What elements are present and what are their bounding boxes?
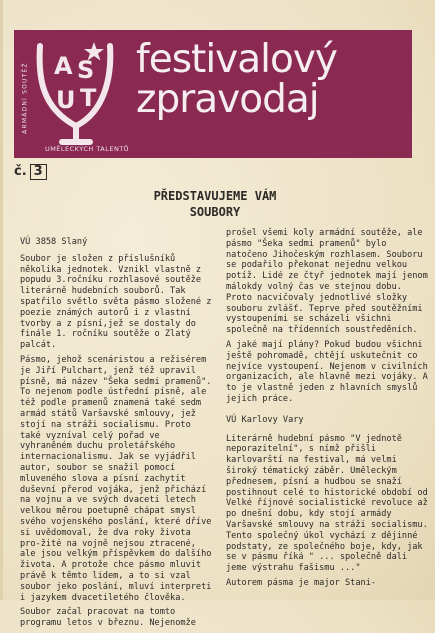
logo-letter-a: A <box>54 52 73 80</box>
paragraph: Autorem pásma je major Stani- <box>226 577 377 588</box>
issue-number <box>14 164 47 180</box>
section-heading: VÚ 3858 Slaný <box>20 237 88 247</box>
headline <box>100 188 330 220</box>
masthead-side-text: ARMÁDNÍ SOUTĚŽ <box>21 62 29 134</box>
issue-label: č. <box>14 164 27 179</box>
left-column <box>20 237 216 633</box>
logo-letter-s: S <box>77 56 95 84</box>
asut-logo <box>32 38 130 150</box>
paragraph: prošel všemi koly armádní soutěže, ale pásmo "Šeka sedmi pramenů" bylo natočeno Jihočeským rozhlasem. Souboru se podařilo překonat nejednu velkou potíž. Lidé ze čtyř jednotek mají jenom málokdy volný čas ve stejnou dobu. Proto nacvičovaly jednotlivé složky souboru zvlášť. Teprve před soutěžními vystoupeními se scházeli všichni společně na třídenních soustředěních. <box>226 228 428 336</box>
logo-letter-t: T <box>80 84 97 112</box>
title-line-1: festivalový <box>136 37 338 82</box>
issue-number-box: 3 <box>30 164 47 180</box>
logo-letter-u: U <box>56 86 76 114</box>
section-heading: VÚ Karlovy Vary <box>226 414 304 425</box>
paragraph: Literárně hudební pásmo "V jednotě neporazitelní", s nímž přišli karlovarští na festival, má velmi široký tématický záběr. Uměleckým přednesem, písní a hudbou se snaží postihnout celé to historické období od Velké říjnové socialistické revoluce až po dnešní dobu, kdy stojí armády Varšavské smlouvy na stráži socialismu. Tento společný úkol vychází z dějinné podstaty, ze společného boje, kdy, jak se v pásmu říká " ... společně dali jeme výstrahu fašismu ..." <box>226 433 428 574</box>
paragraph: Pásmo, jehož scenáristou a režisérem je Jiří Pulchart, jenž též upravil písně, má název "Šeka sedmi pramenů". To nejenom podle ústřední písně, ale též podle pramenů znamená také sedm armád států Varšavské smlouvy, jež stojí na stráži socialismu. Proto také vyzníval celý pořad ve vyhraněném duchu proletářského internacionalismu. Jak se vyjádřil autor, soubor se snažil pomocí mluveného slova a písní zachytit duševní přerod vojáka, jenž přichází na vojnu a ve svých dvaceti letech velkou měrou poetupně chápat smysl svého vojenského poslání, které dříve si uvědomoval, že dva roky života pro-žité na vojně nejsou ztracené, ale jsou velkým příspěvkem do dalšího života. A protože chce pásmo mluvit právě k těmto lidem, a to si vzal soubor jeko poslání, mluví interpreti i jazykem dvacetiletého člověka. <box>20 354 212 603</box>
headline-line-2: SOUBORY <box>189 205 241 219</box>
paragraph: Soubor začal pracovat na tomto programu letos v březnu. Nejenomže <box>20 607 196 629</box>
right-column <box>226 228 428 593</box>
paragraph: Soubor je složen z příslušníků několika jednotek. Vznikl vlastně z popudu 3.ročníku rozhlasové soutěže literárně hudebních souborů. Tak spatřilo světlo světa pásmo složené z poezie známých autorů i z vlastní tvorby a z písní,jež se dostaly do finále 1. ročníku soutěže o Zlatý palcát. <box>20 253 212 351</box>
paragraph: A jaké mají plány? Pokud budou všichni ještě pohromadě, chtějí uskutečnit co nejvíce vystoupení. Nejenom v civilních organizacích, ale hlavně mezi vojáky. A to je vlastně jeden z hlavních smyslů jejich práce. <box>226 339 428 404</box>
masthead-title <box>136 37 408 122</box>
masthead-subtitle: UMĚLECKÝCH TALENTŮ <box>44 145 130 153</box>
title-line-2: zpravodaj <box>136 77 319 122</box>
headline-line-1: PŘEDSTAVUJEME VÁM <box>153 189 277 203</box>
